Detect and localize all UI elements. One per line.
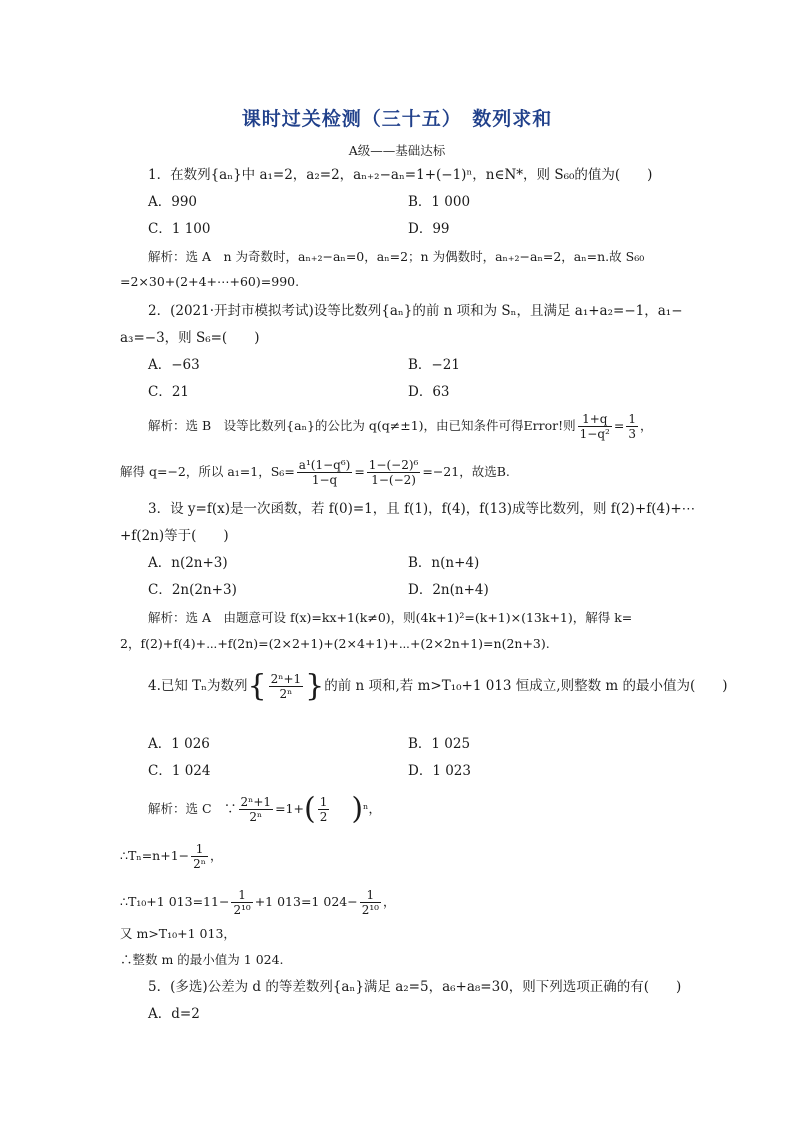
q1-solution-line1: 解析：选 A n 为奇数时，aₙ₊₂−aₙ=0，aₙ=2；n 为偶数时，aₙ₊₂−aₙ=2，aₙ=n.故 S₆₀	[148, 249, 645, 264]
q2-sol2-eq: =	[354, 464, 365, 479]
q1-option-d: D．99	[408, 221, 450, 237]
q2-option-b: B．−21	[408, 357, 460, 373]
q4-sol3-text: ∴T₁₀+1 013=11−	[120, 894, 230, 909]
q2-sol1-end: ，	[639, 418, 653, 433]
q1-option-b: B．1 000	[408, 194, 471, 210]
q2-stem-line1: 2．(2021·开封市模拟考试)设等比数列{aₙ}的前 n 项和为 Sₙ，且满足 a₁+a₂=−1，a₁−	[148, 303, 683, 319]
q2-solution-line2	[120, 458, 510, 487]
q4-option-b: B．1 025	[408, 736, 471, 752]
q2-sol2-f1-num: a¹(1−q⁶)	[298, 458, 351, 472]
q3-solution-line1: 解析：选 A 由题意可设 f(x)=kx+1(k≠0)，则(4k+1)²=(k+1)×(13k+1)，解得 k=	[148, 610, 633, 625]
q2-sol2-fraction1	[297, 458, 353, 487]
q4-stem-num: 2ⁿ+1	[270, 672, 302, 686]
q2-solution-line1	[148, 412, 652, 441]
q4-option-d: D．1 023	[408, 763, 471, 779]
q4-sol2-end: ，	[209, 848, 223, 863]
page-title: 课时过关检测（三十五） 数列求和	[241, 108, 553, 130]
q2-sol2-fraction2	[367, 458, 421, 487]
q2-sol1-fraction1	[578, 412, 612, 441]
q3-option-d: D．2n(n+4)	[408, 582, 489, 598]
q4-sol1-fraction2	[318, 795, 330, 824]
q2-sol2-f2-den: 1−(−2)	[371, 473, 416, 487]
q2-sol1-fraction2	[626, 412, 638, 441]
q4-sol1-exp: ⁿ，	[363, 801, 381, 816]
right-brace-icon: }	[305, 668, 325, 704]
q4-stem	[148, 668, 728, 704]
q4-sol1-fraction1	[239, 795, 274, 824]
q2-sol1-f1-num: 1+q	[578, 412, 612, 427]
q2-stem-line2: a₃=−3，则 S₆=( )	[120, 330, 260, 346]
q4-solution-line4: 又 m>T₁₀+1 013，	[120, 926, 236, 941]
q2-sol1-f2-num: 1	[628, 412, 636, 426]
q4-solution-line5: ∴整数 m 的最小值为 1 024.	[120, 952, 284, 967]
q4-sol1-g-den: 2	[319, 810, 328, 824]
q2-option-a: A．−63	[148, 357, 200, 373]
q2-option-c: C．21	[148, 384, 190, 400]
q2-sol2-end: =−21，故选B.	[422, 464, 510, 479]
q4-sol2-den: 2ⁿ	[193, 857, 206, 871]
right-paren-icon: )	[351, 791, 364, 827]
q4-sol1-g-num: 1	[319, 795, 328, 809]
q3-option-a: A．n(2n+3)	[148, 555, 228, 571]
q4-stem-pre: 4.已知 Tₙ为数列	[148, 678, 248, 694]
q3-solution-line2: 2，f(2)+f(4)+⋯+f(2n)=(2×2+1)+(2×4+1)+⋯+(2×2n+1)=n(2n+3).	[120, 636, 550, 651]
q1-option-c: C．1 100	[148, 221, 211, 237]
q4-sol3-mid: +1 013=1 024−	[254, 894, 358, 909]
q4-sol2-fraction	[191, 842, 208, 871]
q4-sol3-f1-num: 1	[231, 888, 252, 903]
q4-solution-line3	[120, 888, 395, 917]
q3-stem-line2: +f(2n)等于( )	[120, 528, 229, 544]
q4-sol1-text: 解析：选 C ∵	[148, 801, 237, 816]
q4-sol2-num: 1	[191, 842, 208, 857]
q4-sol3-end: ，	[382, 894, 396, 909]
q4-option-a: A．1 026	[148, 736, 210, 752]
q3-option-c: C．2n(2n+3)	[148, 582, 237, 598]
q2-option-d: D．63	[408, 384, 450, 400]
q4-option-c: C．1 024	[148, 763, 211, 779]
q2-sol1-text: 解析：选 B 设等比数列{aₙ}的公比为 q(q≠±1)，由已知条件可得Error!则	[148, 418, 576, 433]
q4-sol1-f-den: 2ⁿ	[249, 810, 263, 824]
q5-stem: 5．(多选)公差为 d 的等差数列{aₙ}满足 a₂=5，a₆+a₈=30，则下列选项正确的有( )	[148, 979, 682, 995]
q4-sol3-f2-num: 1	[360, 888, 381, 903]
q4-sol1-f-num: 2ⁿ+1	[240, 795, 272, 809]
q4-sol3-fraction2	[360, 888, 381, 917]
level-heading: A级——基础达标	[348, 143, 446, 158]
q2-sol2-text: 解得 q=−2，所以 a₁=1，S₆=	[120, 464, 295, 479]
q4-stem-post: 的前 n 项和,若 m>T₁₀+1 013 恒成立,则整数 m 的最小值为( )	[324, 678, 728, 694]
q4-stem-fraction	[269, 672, 304, 701]
q1-option-a: A．990	[148, 194, 198, 210]
q4-sol3-f2-den: 2¹⁰	[361, 903, 379, 917]
left-paren-icon: (	[303, 791, 316, 827]
q3-stem-line1: 3．设 y=f(x)是一次函数，若 f(0)=1，且 f(1)，f(4)，f(13)成等比数列，则 f(2)+f(4)+⋯	[148, 501, 696, 517]
q2-sol2-f1-den: 1−q	[311, 473, 338, 487]
q4-sol3-fraction1	[231, 888, 252, 917]
q4-sol1-mid: =1+	[275, 801, 304, 816]
q2-sol1-f1-den: 1−q²	[579, 427, 610, 441]
q3-option-b: B．n(n+4)	[408, 555, 480, 571]
left-brace-icon: {	[247, 668, 267, 704]
q4-sol3-f1-den: 2¹⁰	[233, 903, 251, 917]
q4-stem-den: 2ⁿ	[279, 687, 293, 701]
q2-sol2-f2-num: 1−(−2)⁶	[368, 458, 419, 472]
q2-sol1-eq: =	[613, 418, 625, 433]
q2-sol1-f2-den: 3	[628, 427, 636, 441]
q4-sol2-text: ∴Tₙ=n+1−	[120, 848, 190, 863]
q1-solution-line2: =2×30+(2+4+⋯+60)=990.	[120, 274, 300, 289]
q4-solution-line2	[120, 842, 222, 871]
q5-option-a: A．d=2	[148, 1006, 200, 1022]
q4-solution-line1	[148, 791, 381, 827]
q1-stem: 1．在数列{aₙ}中 a₁=2，a₂=2，aₙ₊₂−aₙ=1+(−1)ⁿ，n∈N*，则 S₆₀的值为( )	[148, 167, 653, 183]
